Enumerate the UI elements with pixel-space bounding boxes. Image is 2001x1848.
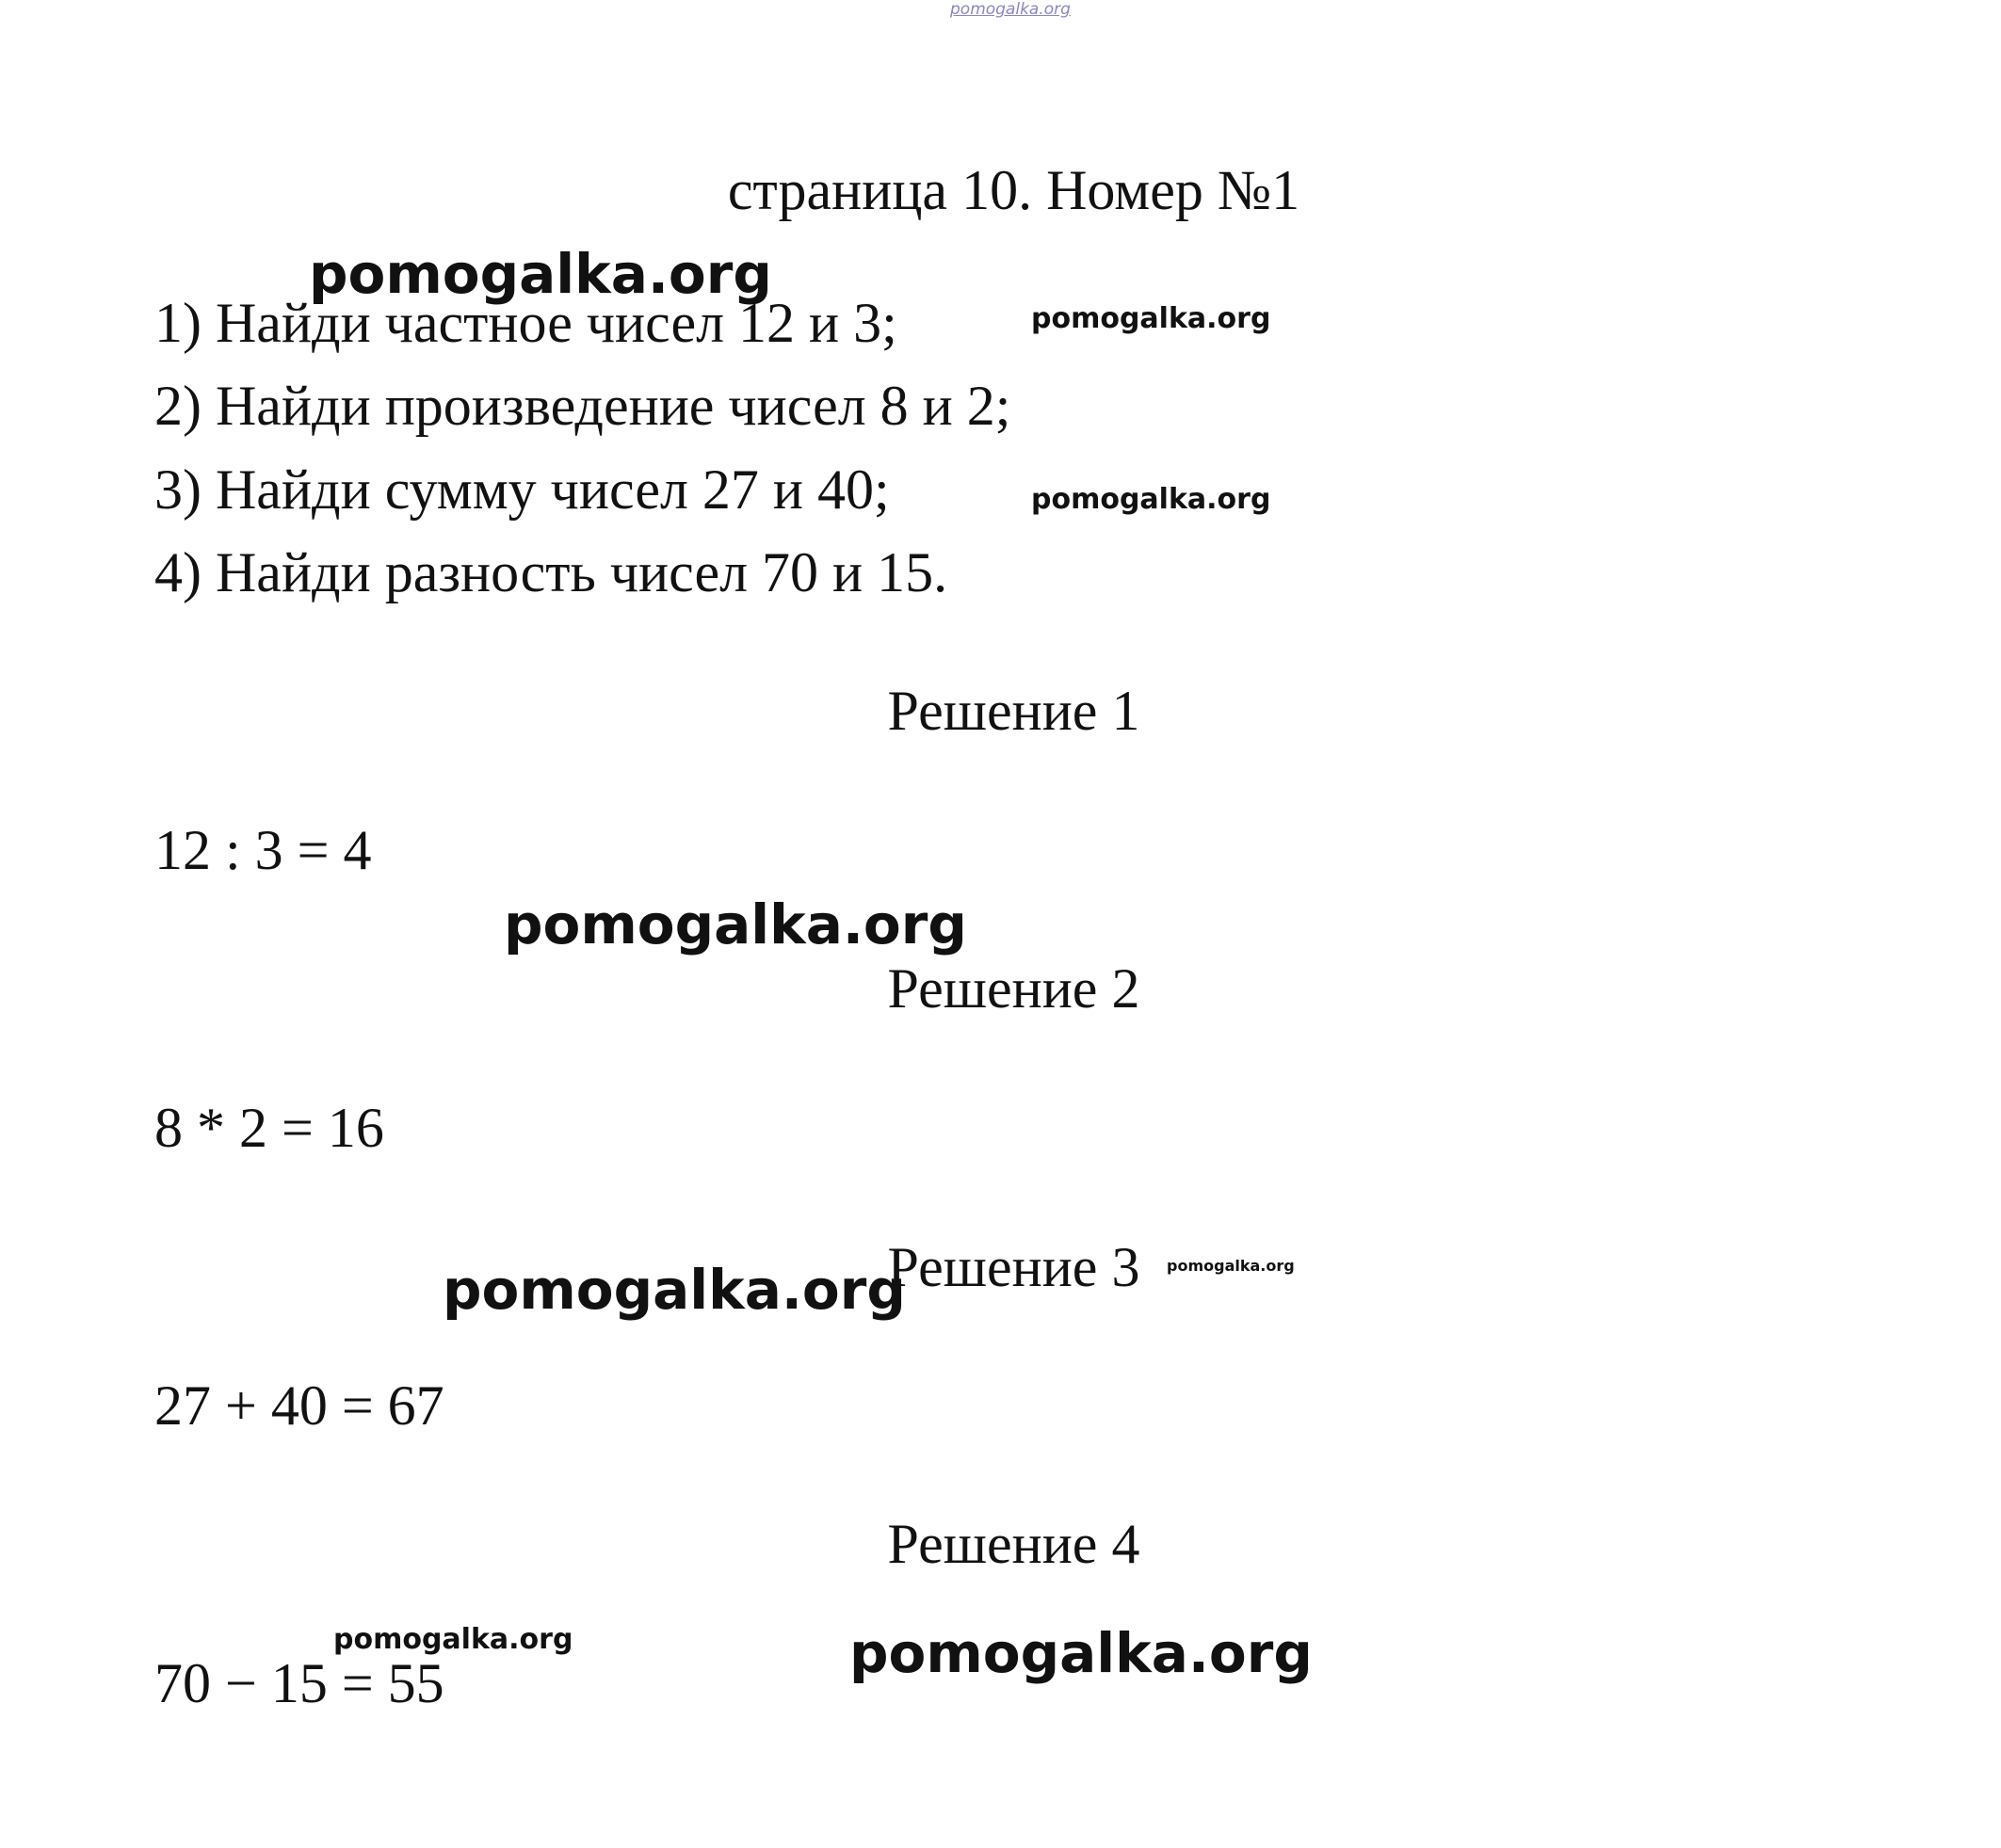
task-item-4: 4) Найди разность чисел 70 и 15. <box>154 541 948 603</box>
solution-expression-4: 70 − 15 = 55 <box>154 1652 444 1714</box>
watermark-small-1: pomogalka.org <box>1167 1257 1295 1275</box>
watermark-large-2: pomogalka.org <box>504 892 967 956</box>
watermark-large-3: pomogalka.org <box>443 1258 906 1322</box>
watermark-medium-2: pomogalka.org <box>1031 483 1271 516</box>
solution-heading-2: Решение 2 <box>887 957 1140 1020</box>
solution-expression-2: 8 * 2 = 16 <box>154 1097 384 1159</box>
solution-expression-1: 12 : 3 = 4 <box>154 819 372 881</box>
watermark-medium-1: pomogalka.org <box>1031 302 1271 335</box>
solution-expression-3: 27 + 40 = 67 <box>154 1374 444 1437</box>
page-title: страница 10. Номер №1 <box>727 159 1300 221</box>
solution-heading-1: Решение 1 <box>887 680 1140 742</box>
task-item-2: 2) Найди произведение чисел 8 и 2; <box>154 375 1011 437</box>
watermark-large-4: pomogalka.org <box>849 1621 1313 1685</box>
task-item-1: 1) Найди частное чисел 12 и 3; <box>154 292 897 354</box>
solution-heading-3: Решение 3 <box>887 1236 1140 1298</box>
watermark-medium-3: pomogalka.org <box>333 1623 573 1656</box>
task-item-3: 3) Найди сумму чисел 27 и 40; <box>154 458 890 521</box>
solution-heading-4: Решение 4 <box>887 1513 1140 1575</box>
watermark-large-1: pomogalka.org <box>309 242 772 306</box>
watermark-top-link[interactable]: pomogalka.org <box>950 0 1071 19</box>
